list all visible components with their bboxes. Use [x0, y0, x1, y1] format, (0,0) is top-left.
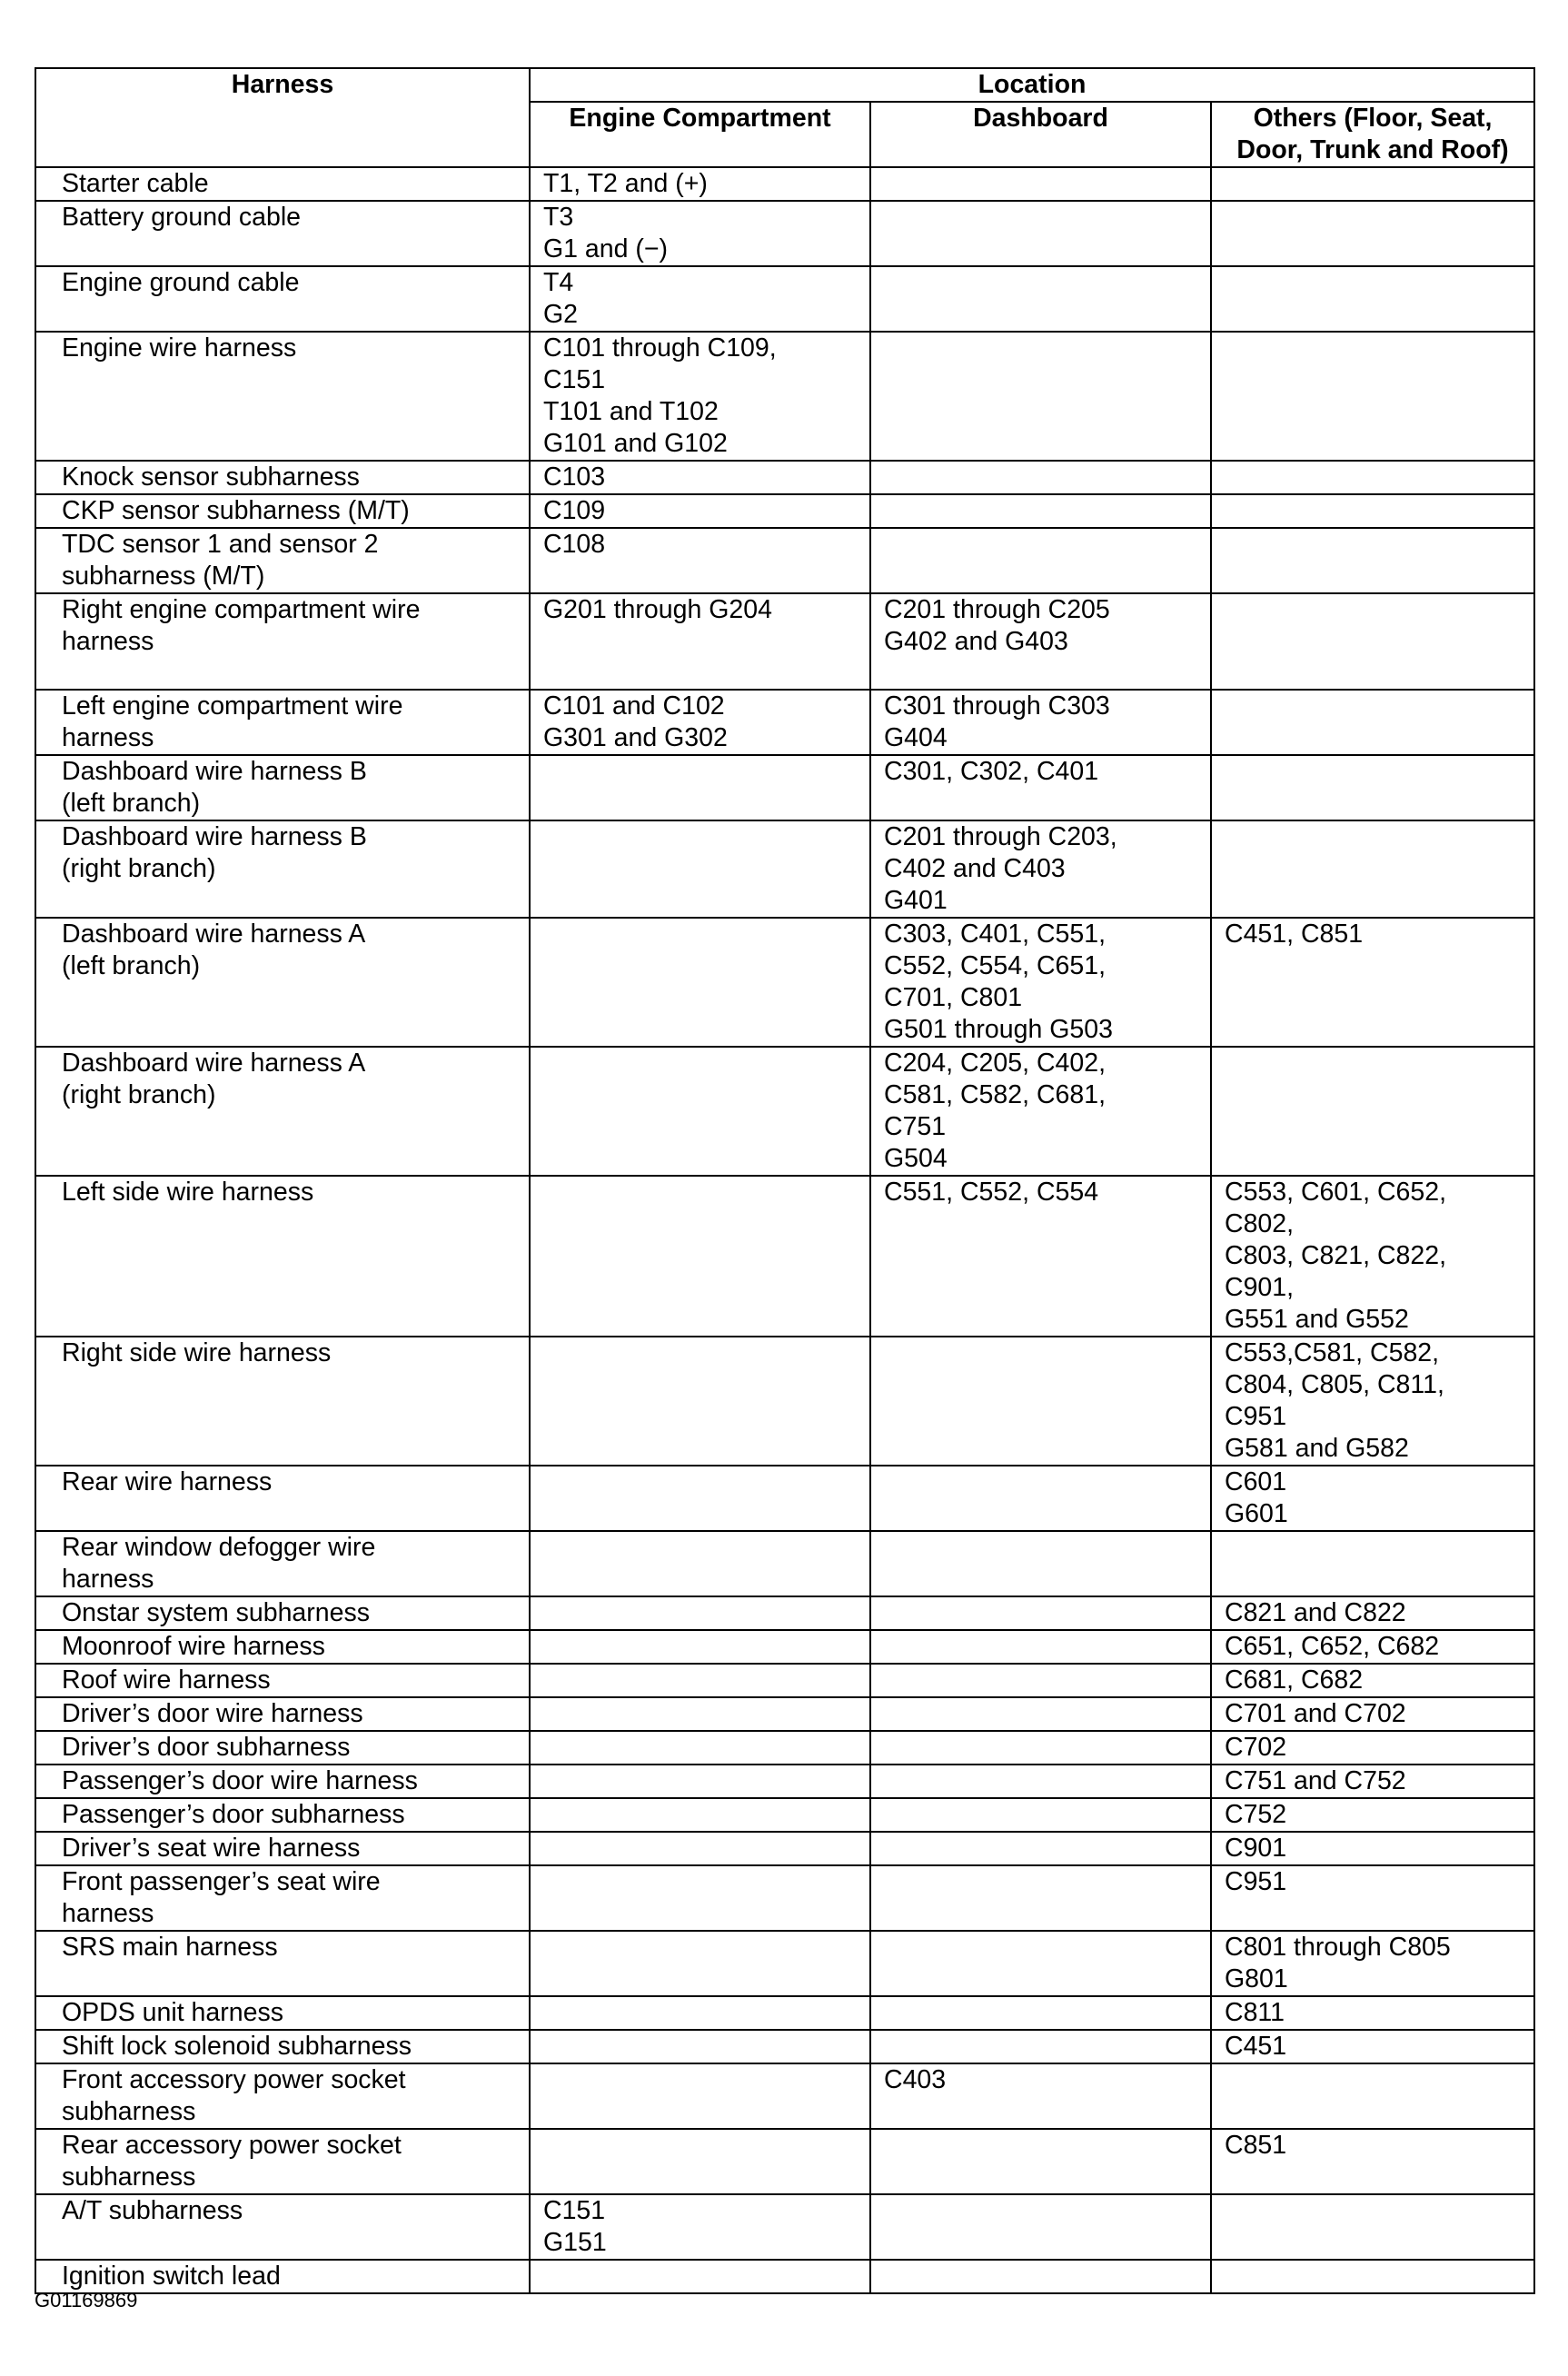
table-row — [35, 1664, 1534, 1697]
engine-compartment-cell: C103 — [530, 461, 870, 494]
harness-name-cell: Roof wire harness — [35, 1664, 530, 1697]
engine-compartment-cell: C109 — [530, 494, 870, 528]
dashboard-cell: C201 through C203, C402 and C403 G401 — [870, 820, 1211, 918]
others-cell — [1211, 1531, 1534, 1596]
document-page — [35, 67, 1533, 2294]
others-cell — [1211, 1047, 1534, 1176]
table-row — [35, 2063, 1534, 2129]
engine-compartment-cell: C108 — [530, 528, 870, 593]
dashboard-cell: C403 — [870, 2063, 1211, 2129]
engine-compartment-cell — [530, 755, 870, 820]
dashboard-cell — [870, 461, 1211, 494]
harness-name-cell: Front accessory power socket subharness — [35, 2063, 530, 2129]
dashboard-cell — [870, 266, 1211, 332]
others-cell: C821 and C822 — [1211, 1596, 1534, 1630]
others-cell — [1211, 755, 1534, 820]
others-cell — [1211, 2194, 1534, 2260]
table-row — [35, 2129, 1534, 2194]
harness-name-cell: Left engine compartment wire harness — [35, 690, 530, 755]
figure-id: G01169869 — [35, 2289, 138, 2311]
table-row — [35, 1466, 1534, 1531]
table-row — [35, 266, 1534, 332]
engine-compartment-cell — [530, 1630, 870, 1664]
others-cell — [1211, 461, 1534, 494]
dashboard-cell — [870, 1596, 1211, 1630]
others-cell: C553, C601, C652, C802, C803, C821, C822, C901, G551 and G552 — [1211, 1176, 1534, 1337]
engine-compartment-cell — [530, 2129, 870, 2194]
table-row — [35, 593, 1534, 690]
harness-name-cell: Right engine compartment wire harness — [35, 593, 530, 690]
dashboard-cell — [870, 201, 1211, 266]
dashboard-cell — [870, 1832, 1211, 1865]
engine-compartment-cell — [530, 1531, 870, 1596]
others-cell: C601 G601 — [1211, 1466, 1534, 1531]
dashboard-cell — [870, 1630, 1211, 1664]
others-cell — [1211, 820, 1534, 918]
dashboard-cell: C301 through C303 G404 — [870, 690, 1211, 755]
others-cell — [1211, 593, 1534, 690]
others-cell: C701 and C702 — [1211, 1697, 1534, 1731]
table-row — [35, 1596, 1534, 1630]
others-cell — [1211, 690, 1534, 755]
table-row — [35, 1697, 1534, 1731]
engine-compartment-cell — [530, 1996, 870, 2030]
dashboard-cell: C201 through C205 G402 and G403 — [870, 593, 1211, 690]
engine-compartment-cell: T4 G2 — [530, 266, 870, 332]
others-cell: C553,C581, C582, C804, C805, C811, C951 G581 and G582 — [1211, 1337, 1534, 1466]
engine-compartment-cell — [530, 1798, 870, 1832]
engine-compartment-cell: C101 through C109, C151 T101 and T102 G101 and G102 — [530, 332, 870, 461]
harness-name-cell: Engine ground cable — [35, 266, 530, 332]
engine-compartment-cell: T3 G1 and (−) — [530, 201, 870, 266]
dashboard-header: Dashboard — [870, 102, 1211, 167]
table-row — [35, 2260, 1534, 2293]
engine-compartment-cell — [530, 2030, 870, 2063]
table-row — [35, 1047, 1534, 1176]
dashboard-cell: C301, C302, C401 — [870, 755, 1211, 820]
dashboard-cell — [870, 2194, 1211, 2260]
table-row — [35, 2030, 1534, 2063]
harness-name-cell: Dashboard wire harness A (left branch) — [35, 918, 530, 1047]
engine-compartment-cell — [530, 1596, 870, 1630]
others-cell: C681, C682 — [1211, 1664, 1534, 1697]
dashboard-cell — [870, 1337, 1211, 1466]
harness-name-cell: Rear wire harness — [35, 1466, 530, 1531]
dashboard-cell: C303, C401, C551, C552, C554, C651, C701, C801 G501 through G503 — [870, 918, 1211, 1047]
others-cell — [1211, 332, 1534, 461]
dashboard-cell — [870, 1996, 1211, 2030]
harness-name-cell: OPDS unit harness — [35, 1996, 530, 2030]
others-cell: C801 through C805 G801 — [1211, 1931, 1534, 1996]
others-header: Others (Floor, Seat, Door, Trunk and Roof) — [1211, 102, 1534, 167]
harness-name-cell: Onstar system subharness — [35, 1596, 530, 1630]
dashboard-cell — [870, 1931, 1211, 1996]
engine-compartment-cell — [530, 1176, 870, 1337]
table-row — [35, 1865, 1534, 1931]
engine-compartment-cell — [530, 1047, 870, 1176]
table-row — [35, 1731, 1534, 1765]
engine-compartment-cell: C101 and C102 G301 and G302 — [530, 690, 870, 755]
harness-name-cell: Battery ground cable — [35, 201, 530, 266]
engine-compartment-cell — [530, 1664, 870, 1697]
engine-compartment-cell — [530, 2063, 870, 2129]
table-row — [35, 332, 1534, 461]
engine-compartment-cell — [530, 1697, 870, 1731]
harness-name-cell: Moonroof wire harness — [35, 1630, 530, 1664]
table-row — [35, 167, 1534, 201]
others-cell: C752 — [1211, 1798, 1534, 1832]
dashboard-cell — [870, 1531, 1211, 1596]
table-row — [35, 1996, 1534, 2030]
others-cell — [1211, 2260, 1534, 2293]
harness-name-cell: Driver’s door subharness — [35, 1731, 530, 1765]
table-row — [35, 1765, 1534, 1798]
harness-name-cell: SRS main harness — [35, 1931, 530, 1996]
engine-compartment-cell — [530, 1832, 870, 1865]
table-row — [35, 1337, 1534, 1466]
engine-compartment-header: Engine Compartment — [530, 102, 870, 167]
dashboard-cell: C551, C552, C554 — [870, 1176, 1211, 1337]
harness-name-cell: Driver’s door wire harness — [35, 1697, 530, 1731]
others-cell — [1211, 494, 1534, 528]
harness-name-cell: Passenger’s door subharness — [35, 1798, 530, 1832]
dashboard-cell — [870, 1731, 1211, 1765]
others-cell — [1211, 266, 1534, 332]
others-cell: C702 — [1211, 1731, 1534, 1765]
table-row — [35, 1176, 1534, 1337]
harness-name-cell: Passenger’s door wire harness — [35, 1765, 530, 1798]
others-cell — [1211, 201, 1534, 266]
table-body — [35, 167, 1534, 2293]
dashboard-cell — [870, 332, 1211, 461]
engine-compartment-cell — [530, 1865, 870, 1931]
dashboard-cell: C204, C205, C402, C581, C582, C681, C751 G504 — [870, 1047, 1211, 1176]
header-row-1 — [35, 68, 1534, 102]
dashboard-cell — [870, 1664, 1211, 1697]
table-row — [35, 755, 1534, 820]
dashboard-cell — [870, 2129, 1211, 2194]
harness-column-header: Harness — [35, 68, 530, 167]
others-cell: C451 — [1211, 2030, 1534, 2063]
table-row — [35, 918, 1534, 1047]
table-row — [35, 494, 1534, 528]
others-cell: C851 — [1211, 2129, 1534, 2194]
harness-name-cell: Rear accessory power socket subharness — [35, 2129, 530, 2194]
harness-name-cell: Ignition switch lead — [35, 2260, 530, 2293]
table-row — [35, 1832, 1534, 1865]
others-cell: C651, C652, C682 — [1211, 1630, 1534, 1664]
others-cell — [1211, 167, 1534, 201]
engine-compartment-cell — [530, 918, 870, 1047]
dashboard-cell — [870, 1865, 1211, 1931]
table-row — [35, 461, 1534, 494]
harness-location-table — [35, 67, 1535, 2294]
others-cell: C901 — [1211, 1832, 1534, 1865]
others-cell — [1211, 2063, 1534, 2129]
location-column-header: Location — [530, 68, 1534, 102]
engine-compartment-cell — [530, 1765, 870, 1798]
harness-name-cell: Knock sensor subharness — [35, 461, 530, 494]
engine-compartment-cell: G201 through G204 — [530, 593, 870, 690]
table-row — [35, 1531, 1534, 1596]
engine-compartment-cell — [530, 1337, 870, 1466]
others-cell: C811 — [1211, 1996, 1534, 2030]
harness-name-cell: Dashboard wire harness B (right branch) — [35, 820, 530, 918]
dashboard-cell — [870, 2260, 1211, 2293]
table-row — [35, 1931, 1534, 1996]
harness-name-cell: A/T subharness — [35, 2194, 530, 2260]
dashboard-cell — [870, 528, 1211, 593]
others-cell: C751 and C752 — [1211, 1765, 1534, 1798]
engine-compartment-cell — [530, 2260, 870, 2293]
harness-name-cell: Rear window defogger wire harness — [35, 1531, 530, 1596]
engine-compartment-cell — [530, 1731, 870, 1765]
table-row — [35, 1798, 1534, 1832]
harness-name-cell: Left side wire harness — [35, 1176, 530, 1337]
harness-name-cell: Driver’s seat wire harness — [35, 1832, 530, 1865]
table-row — [35, 820, 1534, 918]
table-row — [35, 2194, 1534, 2260]
engine-compartment-cell: C151 G151 — [530, 2194, 870, 2260]
harness-name-cell: TDC sensor 1 and sensor 2 subharness (M/T) — [35, 528, 530, 593]
dashboard-cell — [870, 494, 1211, 528]
harness-name-cell: Starter cable — [35, 167, 530, 201]
harness-name-cell: Dashboard wire harness A (right branch) — [35, 1047, 530, 1176]
dashboard-cell — [870, 1765, 1211, 1798]
harness-name-cell: Dashboard wire harness B (left branch) — [35, 755, 530, 820]
dashboard-cell — [870, 167, 1211, 201]
harness-name-cell: Shift lock solenoid subharness — [35, 2030, 530, 2063]
table-row — [35, 528, 1534, 593]
table-row — [35, 1630, 1534, 1664]
engine-compartment-cell — [530, 1931, 870, 1996]
others-cell: C451, C851 — [1211, 918, 1534, 1047]
engine-compartment-cell — [530, 820, 870, 918]
dashboard-cell — [870, 1697, 1211, 1731]
engine-compartment-cell: T1, T2 and (+) — [530, 167, 870, 201]
others-cell: C951 — [1211, 1865, 1534, 1931]
dashboard-cell — [870, 2030, 1211, 2063]
dashboard-cell — [870, 1798, 1211, 1832]
dashboard-cell — [870, 1466, 1211, 1531]
others-cell — [1211, 528, 1534, 593]
table-row — [35, 690, 1534, 755]
harness-name-cell: CKP sensor subharness (M/T) — [35, 494, 530, 528]
engine-compartment-cell — [530, 1466, 870, 1531]
harness-name-cell: Front passenger’s seat wire harness — [35, 1865, 530, 1931]
harness-name-cell: Engine wire harness — [35, 332, 530, 461]
harness-name-cell: Right side wire harness — [35, 1337, 530, 1466]
table-row — [35, 201, 1534, 266]
